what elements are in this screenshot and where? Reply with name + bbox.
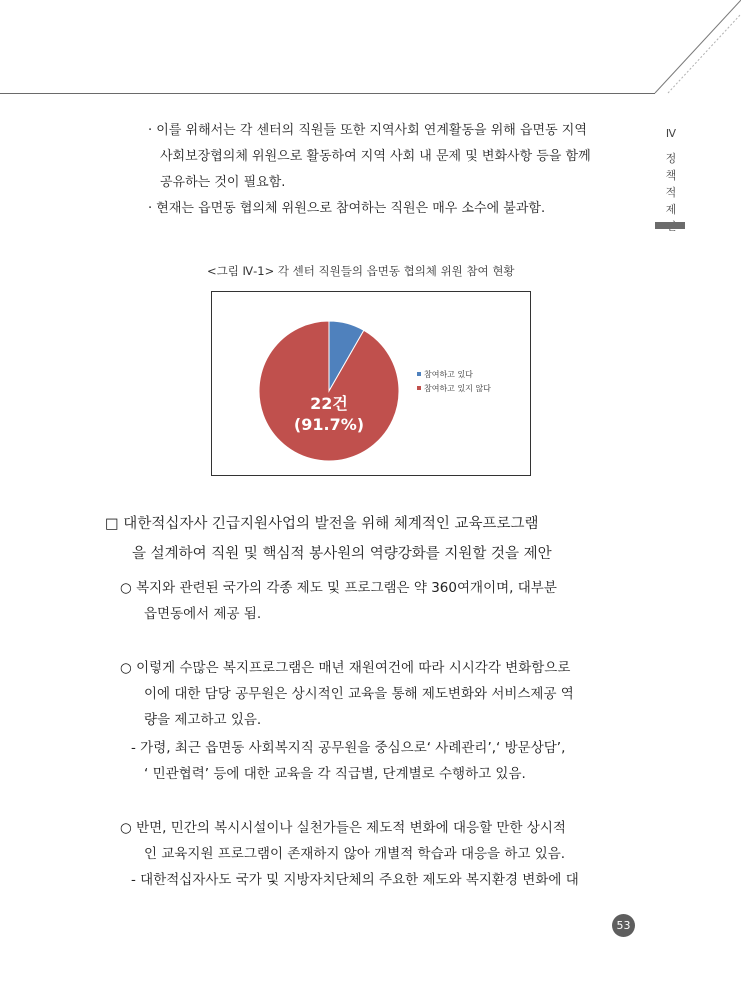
figure-caption: <그림 Ⅳ-1> 각 센터 직원들의 읍면동 협의체 위원 참여 현황 xyxy=(207,264,515,278)
legend-entry: 참여하고 있다 xyxy=(424,370,473,379)
bullet-line: · 이를 위해서는 각 센터의 직원들 또한 지역사회 연계활동을 위해 읍면동 지역 xyxy=(148,123,587,138)
item-line: - 가령, 최근 읍면동 사회복지직 공무원을 중심으로‘ 사례관리’,‘ 방문상담’, xyxy=(131,740,566,756)
section-heading-line: 을 설계하여 직원 및 핵심적 봉사원의 역량강화를 지원할 것을 제안 xyxy=(132,546,552,562)
pie-slice-1 xyxy=(259,321,399,461)
section-heading-line: □ 대한적십자사 긴급지원사업의 발전을 위해 체계적인 교육프로그램 xyxy=(105,516,539,532)
slice-label-small-line1: 2건 xyxy=(546,326,560,335)
chapter-char: 제 xyxy=(665,203,677,216)
chapter-roman: Ⅳ xyxy=(665,127,677,140)
chapter-side-bar xyxy=(655,222,685,229)
bullet-line: · 현재는 읍면동 협의체 위원으로 참여하는 직원은 매우 소수에 불과함. xyxy=(148,201,546,216)
pie-chart xyxy=(212,292,567,475)
item-line: 이에 대한 담당 공무원은 상시적인 교육을 통해 제도변화와 서비스제공 역 xyxy=(144,686,574,702)
bullet-line: 공유하는 것이 필요함. xyxy=(160,175,286,190)
legend-swatch xyxy=(417,372,421,376)
item-line: ○ 반면, 민간의 복시시설이나 실천가들은 제도적 변화에 대응할 만한 상시적 xyxy=(120,820,566,836)
legend-swatch xyxy=(417,386,421,390)
slice-label-small-line2: (8.3%) xyxy=(539,336,567,345)
item-line: 읍면동에서 제공 됨. xyxy=(144,606,262,622)
item-line: ‘ 민관협력’ 등에 대한 교육을 각 직급별, 단계별로 수행하고 있음. xyxy=(144,766,526,782)
chapter-char: 적 xyxy=(665,186,677,199)
item-line: 인 교육지원 프로그램이 존재하지 않아 개별적 학습과 대응을 하고 있음. xyxy=(144,846,566,862)
item-line: ○ 이렇게 수많은 복지프로그램은 매년 재원여건에 따라 시시각각 변화함으로 xyxy=(120,660,571,676)
chapter-char: 정 xyxy=(665,152,677,165)
chapter-side-label xyxy=(663,125,679,235)
slice-label-large-line1: 22건 xyxy=(310,394,348,413)
legend-entry: 참여하고 있지 않다 xyxy=(424,384,491,393)
item-line: - 대한적십자사도 국가 및 지방자치단체의 주요한 제도와 복지환경 변화에 대 xyxy=(131,872,579,888)
chart-frame xyxy=(211,291,567,476)
header-diagonal-decoration xyxy=(0,0,741,100)
bullet-line: 사회보장협의체 위원으로 활동하여 지역 사회 내 문제 및 변화사항 등을 함께 xyxy=(160,149,591,164)
item-line: ○ 복지와 관련된 국가의 각종 제도 및 프로그램은 약 360여개이며, 대부분 xyxy=(120,580,557,596)
page-number: 53 xyxy=(612,914,635,937)
chapter-char: 책 xyxy=(665,169,677,182)
item-line: 량을 제고하고 있음. xyxy=(144,712,262,728)
slice-label-large-line2: (91.7%) xyxy=(293,415,365,434)
